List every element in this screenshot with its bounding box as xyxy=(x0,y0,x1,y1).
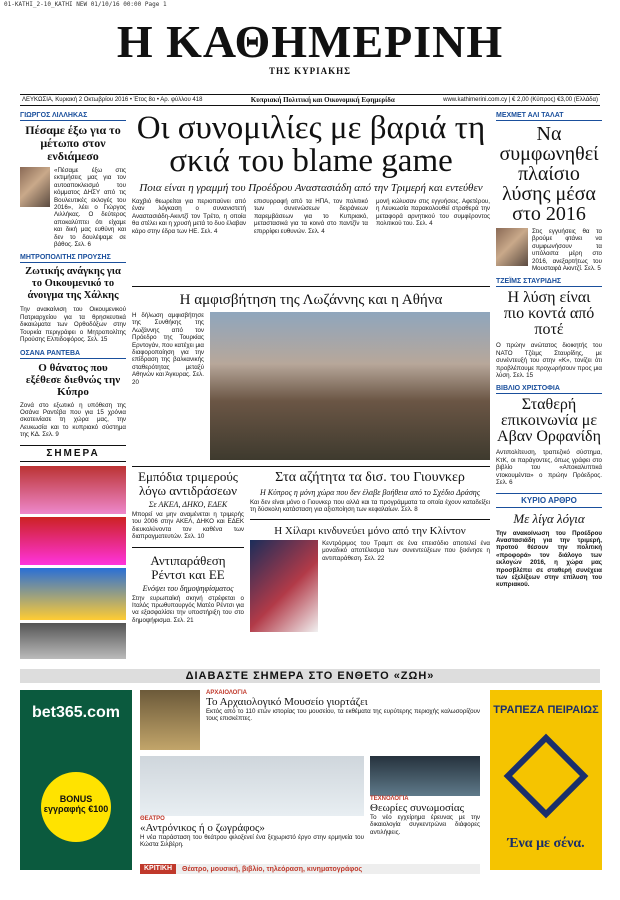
story-subhead: Ενόψει του δημοψηφίσματος xyxy=(142,583,234,593)
story-headline[interactable]: Να συμφωνηθεί πλαίσιο λύσης μέσα στο 2016 xyxy=(499,123,599,225)
theatre-photo xyxy=(140,756,364,816)
tech-photo xyxy=(370,756,480,796)
story-body: Εκτός από το 110 ετών ιστορίας του μουσείου, τα εκθέματα της ευρύτερης περιοχής καλωσορίζουν τους επισκέπτες. xyxy=(206,708,480,723)
section-tag: ΘΕΑΤΡΟ xyxy=(140,816,165,822)
trilateral-story xyxy=(132,470,244,624)
portrait-photo xyxy=(496,228,528,266)
juncker-story xyxy=(250,470,490,632)
ad-brand: bet365.com xyxy=(31,704,121,721)
debate-photo xyxy=(250,540,318,632)
masthead xyxy=(0,18,620,76)
rule xyxy=(132,286,490,287)
story-body: Στην ευρωπαϊκή σκηνή στρέφεται ο Ιταλός πρωθυπουργός Ματέο Ρέντσι για να εξασφαλίσει την υποστήριξη του στο δημοψήφισμα. Σελ. 21 xyxy=(132,594,244,624)
story-headline[interactable]: Θεωρίες συνωμοσίας xyxy=(370,802,464,814)
rule xyxy=(132,466,490,467)
story-headline[interactable]: Σταθερή επικοινωνία με Αβαν Ορφανίδη xyxy=(497,396,601,446)
story-body: Η νέα παράσταση του θεάτρου φιλοξενεί ένα ξεχωριστό έργο στην ερμηνεία του Κώστα Σιλβέρη. xyxy=(140,834,364,849)
story-headline[interactable]: Το Αρχαιολογικό Μουσείο γιορτάζει xyxy=(206,696,368,708)
story-subhead: Η Κύπρος η μόνη χώρα που δεν έλαβε βοήθεια από το Σχέδιο Δράσης xyxy=(259,488,481,497)
story-body: Ο πρώην ανώτατος διοικητής του ΝΑΤΟ Τζέιμς Σταυρίδης, με συνέντευξή του στην «Κ», τονίζει ότι προβλέπουμε προχωρήσουν προς μια λύση. Σελ. 15 xyxy=(496,342,602,380)
section-tag: ΤΕΧΝΟΛΟΓΙΑ xyxy=(370,796,409,802)
today-label: ΣΗΜΕΡΑ xyxy=(20,445,126,462)
editorial-headline[interactable]: Με λίγα λόγια xyxy=(513,510,585,526)
portrait-photo xyxy=(20,167,50,207)
story-headline[interactable]: Η λύση είναι πιο κοντά από ποτέ xyxy=(503,289,595,339)
story-headline[interactable]: Ζωτικής ανάγκης για το Οικουμενικό το άνοιγμα της Χάλκης xyxy=(25,266,121,302)
right-column xyxy=(496,112,602,589)
editorial-label: ΚΥΡΙΟ ΑΡΘΡΟ xyxy=(496,493,602,508)
story-headline[interactable]: Ο θάνατος που εξέθεσε διεθνώς την Κύπρο xyxy=(25,361,121,398)
story-headline[interactable]: Πέσαμε έξω για το μέτωπο στον ενδιάμεσο xyxy=(25,123,121,163)
story-body: Αντιπολίτευση, τραπεζικό σύστημα, ΚτΚ, οι παράγοντες, όπως γράφει στο βιβλίο του «Αποκαλυπτικά ντοκουμέντα» ο πρώην Πρόεδρος. Σελ. 6 xyxy=(496,449,602,487)
section-label: ΤΖΕΪΜΣ ΣΤΑΥΡΙΔΗΣ xyxy=(496,278,602,287)
tagline: Κυπριακή Πολιτική και Οικονομική Εφημερίδα xyxy=(250,96,395,104)
left-column xyxy=(20,112,126,659)
ceremony-photo xyxy=(210,312,490,460)
lead-col: επισυρραφή από τα ΗΠΑ, τον πολιτικό των συνενώσεων δειράνεων παρεμβάσεων για το Κυπριακό, μεταστασικά για τα κοινά στο παντζίν τα επιρρίφει ευθυνών. Σελ. 4 xyxy=(254,198,368,235)
lead-col: Καχβιό θεωρείται για περιοπαύνει από έναν λόγκαση ο συνανιστετή Αναστασιάδη-Ακιντζί τον Τρέτο, η οποία θα στέλει και η χρυσή μετά το δυο έλαβαν κάρο στην έδρα των ΗΕ. Σελ. 4 xyxy=(132,198,246,235)
insert-cover[interactable] xyxy=(20,568,126,620)
section-label: ΒΙΒΛΙΟ ΧΡΙΣΤΟΦΙΑ xyxy=(496,385,602,394)
story-body: Ζονά στο εξωτικό η υπόθεση της Οσάνα Ραντέβα που για 15 χρόνια σκοτεινίασε τη χώρα μας, την Λευκωσία και το κυπριακό σύστημα της ΚΔ. Σελ. 9 xyxy=(20,401,126,439)
story-body: Μπορεί να μην αναμένεται η τριμερής του 2006 στην ΑΚΕΛ, ΔΗΚΟ και ΕΔΕΚ διευκολύνοντα τον καθένα των διαπραγματευτών. Σελ. 10 xyxy=(132,511,244,541)
bank-logo-icon xyxy=(504,734,589,819)
story-body: «Πέσαμε έξω στις εκτιμήσεις μας για τον αυτοαποκλεισμό του κόμματος ΔΗΣΥ από τις Βουλευτικές εκλογές του 2016», λέει ο Γιώργος Λιλλήκας. Ο δεύτερος αποκαλύπτει ότι είχαμε και δική μας ευθύνη και δεν το δουλέψαμε σε βάθος. Σελ. 6 xyxy=(54,167,126,249)
insert-banner[interactable]: ΔΙΑΒΑΣΤΕ ΣΗΜΕΡΑ ΣΤΟ ΕΝΘΕΤΟ «ΖΩΗ» xyxy=(20,669,600,683)
info-bar xyxy=(20,94,600,106)
story-body: Και δεν είναι μόνο ο Γιουνκερ που αλλά και τα προγράμματα τα οποία έχουν καταδείξει τη δύσκολη κατάσταση για αξιοποίηση των κεφαλαίων. Σελ. 8 xyxy=(250,499,490,514)
masthead-subtitle: ΤΗΣ ΚΥΡΙΑΚΗΣ xyxy=(268,66,352,76)
insert-cover[interactable] xyxy=(20,517,126,565)
lead-headline[interactable]: Οι συνομιλίες με βαριά τη σκιά του blame game xyxy=(136,110,486,179)
story-body: Κεντρόριμος του Τραμπ σε ένα επεισόδιο αποτελεί ένα μοναδικό αποτέλεσμα των συνεντεύξεων που ξεκίνησε η αντιπαράθεση. Σελ. 22 xyxy=(322,539,490,562)
issue-info: ΛΕΥΚΩΣΙΑ, Κυριακή 2 Οκτωβρίου 2016 • Έτος 8ο • Αρ. φύλλου 418 xyxy=(22,97,203,103)
lead-subheadline: Ποια είναι η γραμμή του Προέδρου Αναστασιάδη από την Τριμερή και εντεύθεν xyxy=(139,182,483,194)
story-headline[interactable]: Στα αζήτητα τα δισ. του Γιουνκερ xyxy=(275,470,465,485)
story-body: Το νέο εγχείρημα έρευνας με την δικαιολογία συγκεντρώνει διάφορες αντιλήψεις. xyxy=(370,814,480,836)
price-info: www.kathimerini.com.cy | € 2,00 (Κύπρος) €3,00 (Ελλάδα) xyxy=(443,97,598,103)
print-slug: 01-KATHI_2-10_KATHI NEW 01/10/16 00:00 Page 1 xyxy=(4,1,167,8)
section-label: ΟΣΑΝΑ ΡΑΝΤΕΒΑ xyxy=(20,350,126,359)
review-strip[interactable] xyxy=(140,864,480,874)
piraeus-ad[interactable] xyxy=(490,690,602,870)
story-headline[interactable]: Εμπόδια τριμερούς λόγω αντιδράσεων xyxy=(138,469,238,498)
zoi-insert xyxy=(140,690,480,860)
editorial-body: Την ανακοίνωση του Προέδρου Αναστασιάδη για την τριμερή, προτού θέσουν την πολιτική «προφορά» τον διάλογο των εκλογών 2016, η χώρα μας προσβλέπει σε σταθερή συνέχεια των εξελίξεων στην επίλυση του κυπριακού. xyxy=(496,529,602,589)
section-label: ΓΙΩΡΓΟΣ ΛΙΛΛΗΚΑΣ xyxy=(20,112,126,121)
story-body: Την ανακαίνιση του Οικουμενικού Πατριαρχείου για τα θρησκευτικά δικαιώματα των Ορθοδόξων στην Τουρκία περιγράφει ο Μητροπολίτης Προύσης Ελπιδοφόρος. Σελ. 15 xyxy=(20,306,126,344)
masthead-title: Η ΚΑΘΗΜΕΡΙΝΗ xyxy=(116,16,504,67)
lead-columns xyxy=(132,198,490,235)
review-label: ΚΡΙΤΙΚΗ xyxy=(140,864,176,874)
insert-cover[interactable] xyxy=(20,623,126,659)
second-body: Η δήλωση αμφισβήτησε της Συνθήκης της Λωζάννης από τον Πρόεδρο της Τουρκίας Ερντογάν, που κατέχει μια διαφοροποίηση για την επίδραση της βαλκανικής σταθερότητας μεταξύ Αθηνών και Άγκυρας. Σελ. 20 xyxy=(132,312,204,386)
lead-col: μονή κώλυσαν στις εγγυήσεις. Αφετέρου, η Λευκωσία παρακολουθεί στραθερά την μεταφορά αρνητικού του συμφέροντος πολιτικού του. Σελ. 4 xyxy=(376,198,490,228)
story-subhead: Σε ΑΚΕΛ, ΔΗΚΟ, ΕΔΕΚ xyxy=(148,500,228,509)
ad-slogan: Ένα με σένα. xyxy=(507,836,585,851)
story-headline[interactable]: «Αντρόνικος ή ο ζωγράφος» xyxy=(140,822,265,834)
ad-badge: BONUS εγγραφής €100 xyxy=(41,772,111,842)
archaeology-photo xyxy=(140,690,200,750)
story-body: Στις εγγυήσεις θα το βρούμε φτάνει να συμφωνήσουν τα υπόλοιπα μέρη στο 2016, ανεξαρτήτως του Μουσταφά Ακιντζί. Σελ. 5 xyxy=(532,228,602,273)
second-headline[interactable]: Η αμφισβήτηση της Λωζάννης και η Αθήνα xyxy=(179,292,443,308)
bet365-ad[interactable] xyxy=(20,690,132,870)
section-tag: ΑΡΧΑΙΟΛΟΓΙΑ xyxy=(206,690,247,696)
section-label: ΜΕΧΜΕΤ ΑΛΙ ΤΑΛΑΤ xyxy=(496,112,602,121)
review-topics: Θέατρο, μουσική, βιβλίο, τηλεόραση, κινηματογράφος xyxy=(182,865,363,873)
insert-cover[interactable] xyxy=(20,466,126,514)
story-headline[interactable]: Αντιπαράθεση Ρέντσι και ΕΕ xyxy=(150,552,226,582)
story-headline[interactable]: Η Χίλαρι κινδυνεύει μόνο από την Κλίντον xyxy=(274,524,466,537)
ad-brand: ΤΡΑΠΕΖΑ ΠΕΙΡΑΙΩΣ xyxy=(493,704,599,716)
section-label: ΜΗΤΡΟΠΟΛΙΤΗΣ ΠΡΟΥΣΗΣ xyxy=(20,254,126,263)
